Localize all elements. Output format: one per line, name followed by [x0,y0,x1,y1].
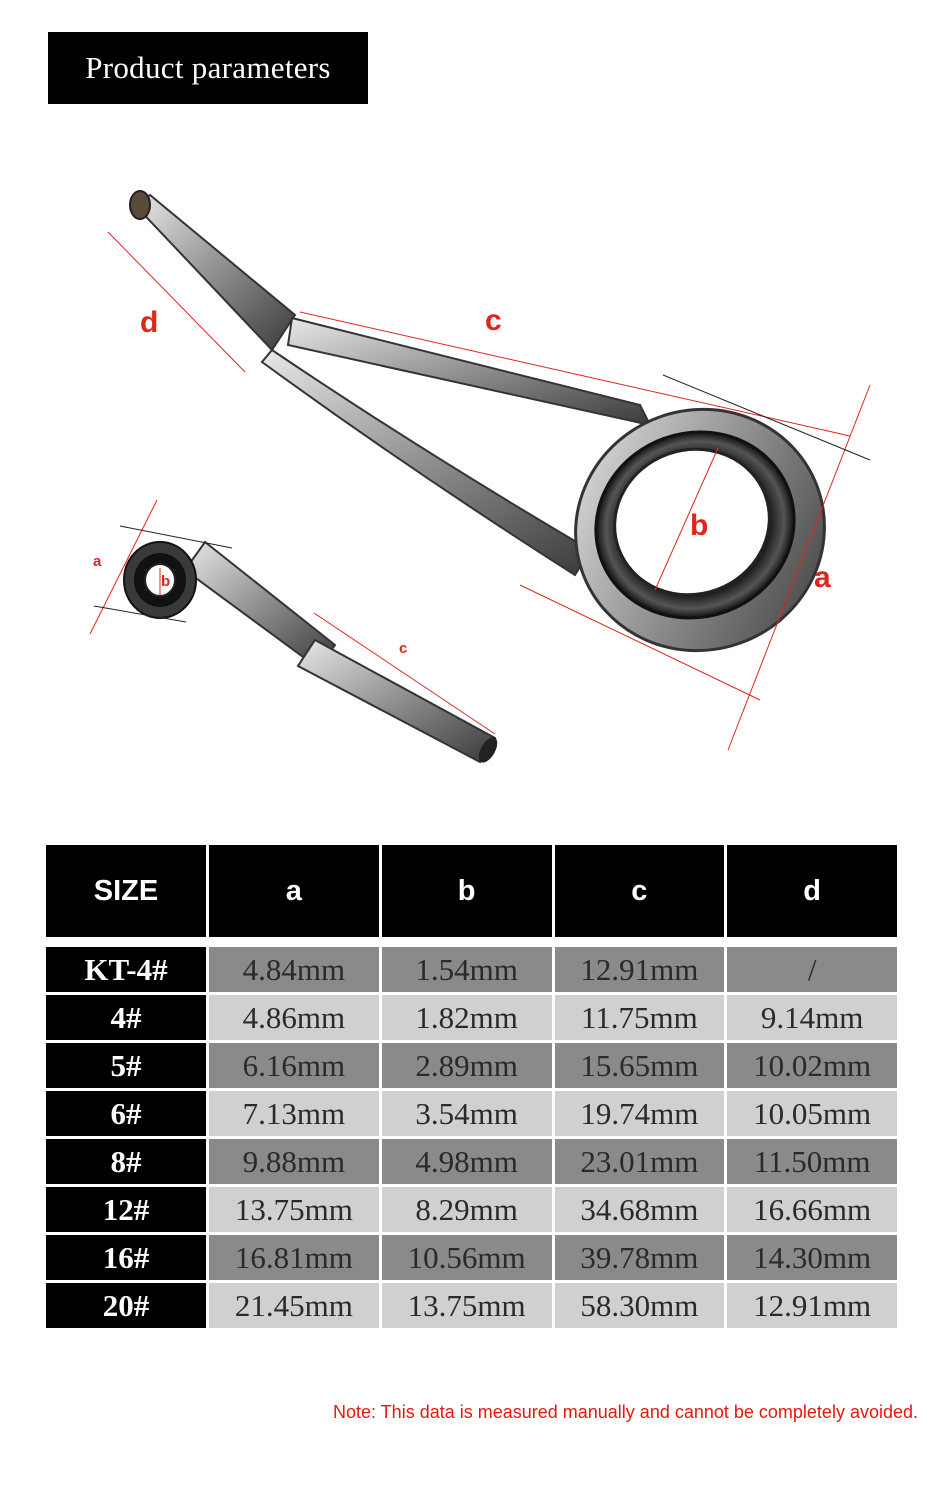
table-row [46,1187,897,1235]
cell-b: 3.54mm [382,1091,552,1139]
table-row [46,1283,897,1331]
cell-a: 7.13mm [209,1091,379,1139]
large-label-c: c [485,304,502,337]
large-label-d: d [140,306,159,339]
table-header-row [46,845,897,947]
header-a: a [209,845,379,947]
size-table [43,845,900,1331]
cell-c: 58.30mm [555,1283,725,1331]
size-cell: 8# [46,1139,206,1187]
cell-a: 16.81mm [209,1235,379,1283]
cell-a: 21.45mm [209,1283,379,1331]
cell-b: 4.98mm [382,1139,552,1187]
size-cell: 5# [46,1043,206,1091]
cell-c: 15.65mm [555,1043,725,1091]
product-diagram [0,150,950,770]
small-label-a: a [93,553,102,570]
header-c: c [555,845,725,947]
table-row [46,1043,897,1091]
page-title: Product parameters [48,32,368,104]
table-row [46,1235,897,1283]
cell-d: 12.91mm [727,1283,897,1331]
cell-c: 11.75mm [555,995,725,1043]
cell-a: 9.88mm [209,1139,379,1187]
cell-d: 11.50mm [727,1139,897,1187]
cell-d: / [727,947,897,995]
cell-b: 1.82mm [382,995,552,1043]
size-cell: 12# [46,1187,206,1235]
size-cell: 16# [46,1235,206,1283]
cell-c: 12.91mm [555,947,725,995]
measurement-note: Note: This data is measured manually and cannot be completely avoided. [332,1402,918,1422]
table-row [46,1139,897,1187]
cell-d: 10.05mm [727,1091,897,1139]
cell-b: 1.54mm [382,947,552,995]
cell-c: 19.74mm [555,1091,725,1139]
table-row [46,947,897,995]
small-guide-illustration [124,542,501,766]
cell-b: 10.56mm [382,1235,552,1283]
large-label-a: a [814,561,831,594]
cell-a: 4.84mm [209,947,379,995]
cell-a: 6.16mm [209,1043,379,1091]
cell-d: 16.66mm [727,1187,897,1235]
table-row [46,1091,897,1139]
header-size: SIZE [46,845,206,947]
header-b: b [382,845,552,947]
size-cell: 4# [46,995,206,1043]
cell-d: 9.14mm [727,995,897,1043]
header-d: d [727,845,897,947]
size-cell: KT-4# [46,947,206,995]
large-label-b: b [690,509,709,542]
small-label-c: c [399,640,408,657]
cell-c: 23.01mm [555,1139,725,1187]
cell-b: 2.89mm [382,1043,552,1091]
cell-b: 13.75mm [382,1283,552,1331]
cell-d: 14.30mm [727,1235,897,1283]
table-row [46,995,897,1043]
cell-a: 13.75mm [209,1187,379,1235]
cell-b: 8.29mm [382,1187,552,1235]
cell-d: 10.02mm [727,1043,897,1091]
cell-a: 4.86mm [209,995,379,1043]
cell-c: 39.78mm [555,1235,725,1283]
size-cell: 20# [46,1283,206,1331]
cell-c: 34.68mm [555,1187,725,1235]
large-guide-illustration [130,191,859,686]
size-cell: 6# [46,1091,206,1139]
small-label-b: b [161,573,171,590]
